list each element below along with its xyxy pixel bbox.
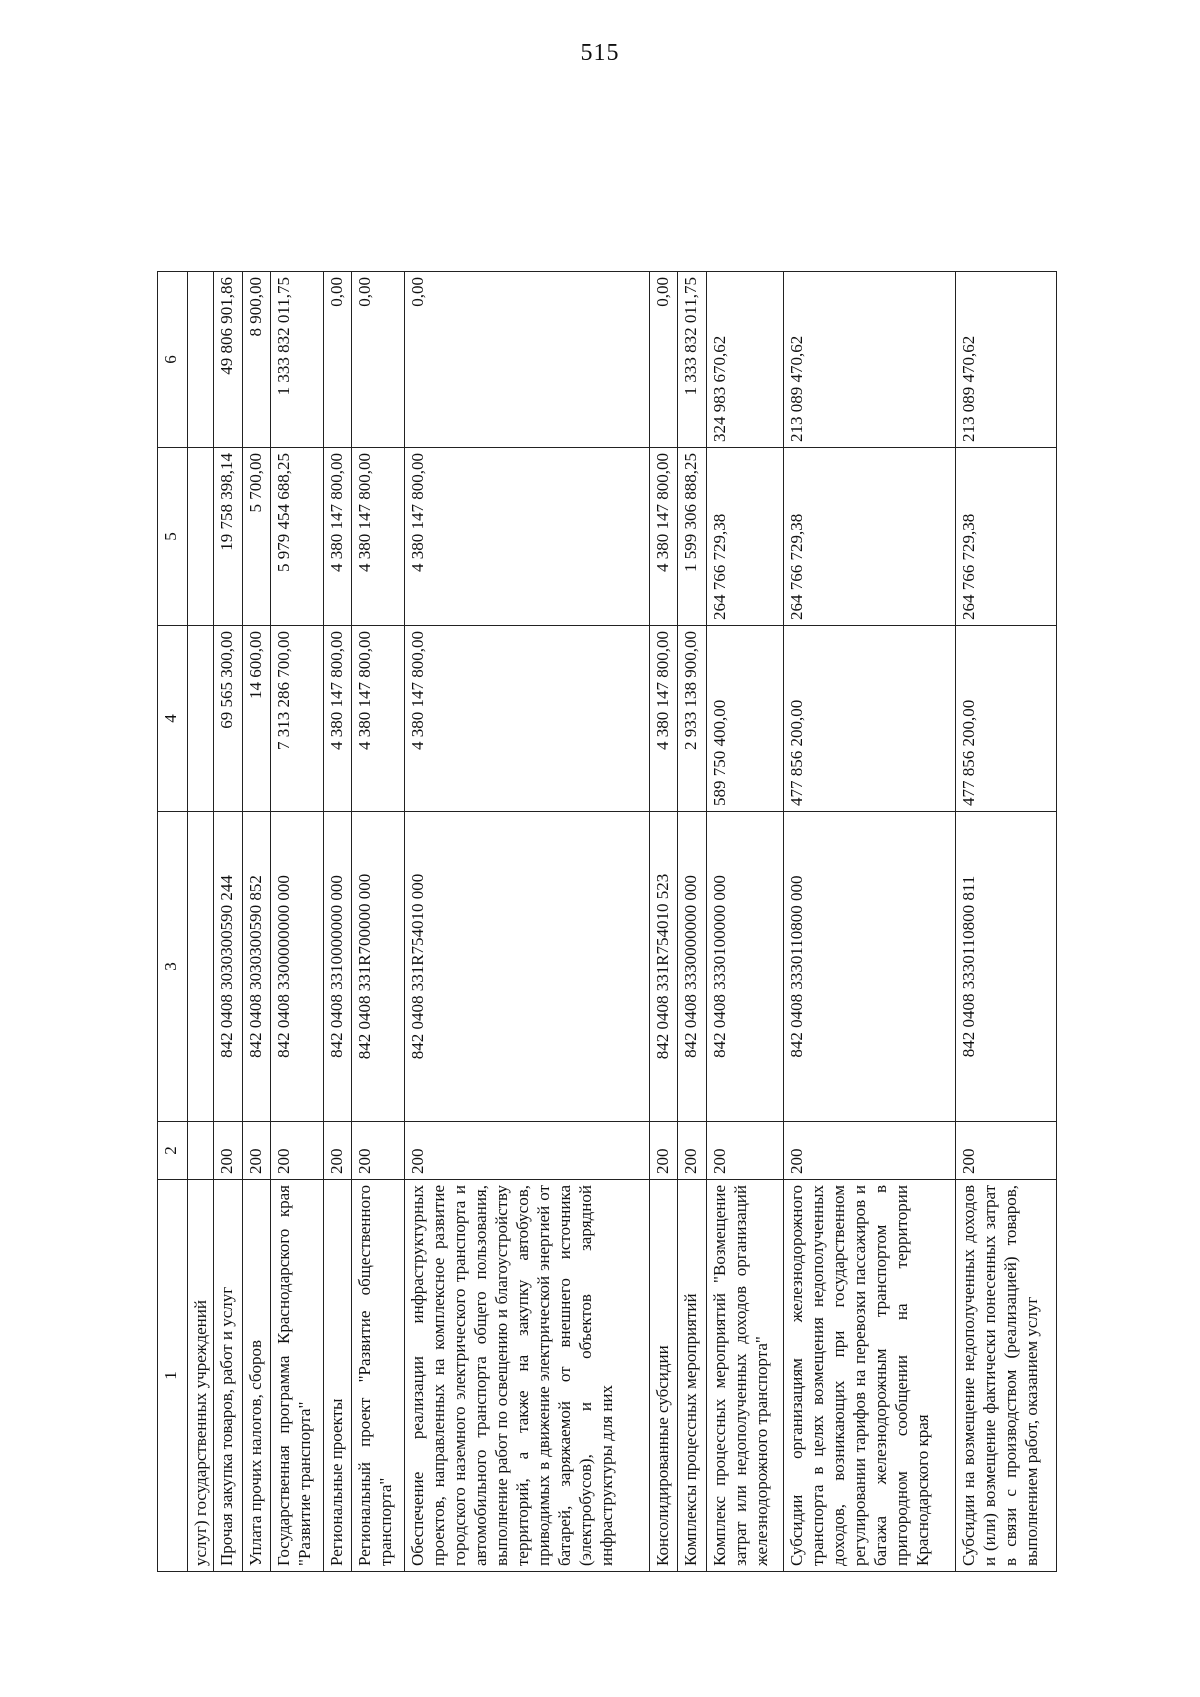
row-value-4: 4 380 147 800,00 (649, 626, 678, 812)
column-header: 3 (158, 812, 188, 1122)
row-value-4: 4 380 147 800,00 (352, 626, 405, 812)
row-value-6: 0,00 (323, 272, 352, 448)
row-name: Региональный проект "Развитие общественного транспорта" (352, 1180, 405, 1572)
row-name: Региональные проекты (323, 1180, 352, 1572)
row-value-6: 213 089 470,62 (783, 272, 956, 448)
row-name: Субсидии на возмещение недополученных доходов и (или) возмещение фактически понесенных затрат в связи с производством (реализацией) товаров, выполнением работ, оказанием услуг (956, 1180, 1057, 1572)
row-code: 842 0408 331R754010 000 (405, 812, 650, 1122)
table-row (214, 272, 243, 1572)
table-row (271, 272, 324, 1572)
row-value-5 (188, 448, 214, 626)
table-row (405, 272, 650, 1572)
row-kvr: 200 (352, 1122, 405, 1180)
table-row (323, 272, 352, 1572)
row-value-5: 5 700,00 (242, 448, 271, 626)
row-kvr: 200 (214, 1122, 243, 1180)
row-value-4: 4 380 147 800,00 (323, 626, 352, 812)
row-value-5: 264 766 729,38 (706, 448, 783, 626)
row-code: 842 0408 331R754010 523 (649, 812, 678, 1122)
row-value-5: 4 380 147 800,00 (405, 448, 650, 626)
row-value-5: 264 766 729,38 (783, 448, 956, 626)
row-code: 842 0408 3330110800 000 (783, 812, 956, 1122)
row-value-4: 589 750 400,00 (706, 626, 783, 812)
row-value-4: 14 600,00 (242, 626, 271, 812)
column-header: 5 (158, 448, 188, 626)
table-row (706, 272, 783, 1572)
row-value-4: 477 856 200,00 (956, 626, 1057, 812)
row-value-5: 5 979 454 688,25 (271, 448, 324, 626)
row-value-6 (188, 272, 214, 448)
row-kvr: 200 (405, 1122, 650, 1180)
table-row (242, 272, 271, 1572)
row-value-4: 69 565 300,00 (214, 626, 243, 812)
row-value-6: 1 333 832 011,75 (271, 272, 324, 448)
row-value-6: 0,00 (352, 272, 405, 448)
rotated-table-container (157, 272, 1057, 1572)
row-value-6: 49 806 901,86 (214, 272, 243, 448)
row-code: 842 0408 3330110800 811 (956, 812, 1057, 1122)
row-code: 842 0408 331R700000 000 (352, 812, 405, 1122)
row-code: 842 0408 3310000000 000 (323, 812, 352, 1122)
table-row (783, 272, 956, 1572)
column-header: 6 (158, 272, 188, 448)
row-name: Прочая закупка товаров, работ и услуг (214, 1180, 243, 1572)
table-row (649, 272, 678, 1572)
row-code: 842 0408 3030300590 852 (242, 812, 271, 1122)
row-kvr: 200 (323, 1122, 352, 1180)
table-row (678, 272, 707, 1572)
row-value-6: 1 333 832 011,75 (678, 272, 707, 448)
column-header: 4 (158, 626, 188, 812)
row-value-4: 7 313 286 700,00 (271, 626, 324, 812)
column-header: 1 (158, 1180, 188, 1572)
row-value-5: 4 380 147 800,00 (352, 448, 405, 626)
table-header-row (158, 272, 188, 1572)
row-value-4: 477 856 200,00 (783, 626, 956, 812)
row-value-6: 324 983 670,62 (706, 272, 783, 448)
column-header: 2 (158, 1122, 188, 1180)
row-value-4 (188, 626, 214, 812)
row-kvr: 200 (271, 1122, 324, 1180)
row-value-6: 213 089 470,62 (956, 272, 1057, 448)
row-code: 842 0408 3330100000 000 (706, 812, 783, 1122)
page-number: 515 (580, 40, 620, 66)
row-name: Обеспечение реализации инфраструктурных проектов, направленных на комплексное развитие городского наземного электрического транспорта и автомобильного транспорта общего пользования, выполнение работ по освещению и благоустройству территорий, а также на закупку автобусов, приводимых в движение электрической энергией от батарей, заряжаемой от внешнего источника (электробусов), и объектов зарядной инфраструктуры для них (405, 1180, 650, 1572)
row-kvr (188, 1122, 214, 1180)
row-name: Субсидии организациям железнодорожного транспорта в целях возмещения недополученных доходов, возникающих при государственном регулировании тарифов на перевозки пассажиров и багажа железнодорожным транспортом в пригородном сообщении на территории Краснодарского края (783, 1180, 956, 1572)
row-kvr: 200 (678, 1122, 707, 1180)
row-name: услуг) государственных учреждений (188, 1180, 214, 1572)
row-kvr: 200 (242, 1122, 271, 1180)
row-value-6: 8 900,00 (242, 272, 271, 448)
row-name: Комплексы процессных мероприятий (678, 1180, 707, 1572)
row-name: Комплекс процессных мероприятий "Возмещение затрат или недополученных доходов организаций железнодорожного транспорта" (706, 1180, 783, 1572)
row-value-5: 4 380 147 800,00 (323, 448, 352, 626)
row-name: Государственная программа Краснодарского края "Развитие транспорта" (271, 1180, 324, 1572)
row-code: 842 0408 3300000000 000 (271, 812, 324, 1122)
table-row (956, 272, 1057, 1572)
row-value-5: 1 599 306 888,25 (678, 448, 707, 626)
row-kvr: 200 (956, 1122, 1057, 1180)
row-value-4: 4 380 147 800,00 (405, 626, 650, 812)
row-name: Уплата прочих налогов, сборов (242, 1180, 271, 1572)
budget-table (157, 271, 1057, 1572)
row-value-5: 4 380 147 800,00 (649, 448, 678, 626)
table-row (188, 272, 214, 1572)
row-value-6: 0,00 (405, 272, 650, 448)
row-kvr: 200 (706, 1122, 783, 1180)
table-row (352, 272, 405, 1572)
row-value-6: 0,00 (649, 272, 678, 448)
row-code: 842 0408 3030300590 244 (214, 812, 243, 1122)
row-kvr: 200 (649, 1122, 678, 1180)
row-value-5: 19 758 398,14 (214, 448, 243, 626)
row-name: Консолидированные субсидии (649, 1180, 678, 1572)
row-value-4: 2 933 138 900,00 (678, 626, 707, 812)
row-kvr: 200 (783, 1122, 956, 1180)
row-code (188, 812, 214, 1122)
row-code: 842 0408 3330000000 000 (678, 812, 707, 1122)
row-value-5: 264 766 729,38 (956, 448, 1057, 626)
